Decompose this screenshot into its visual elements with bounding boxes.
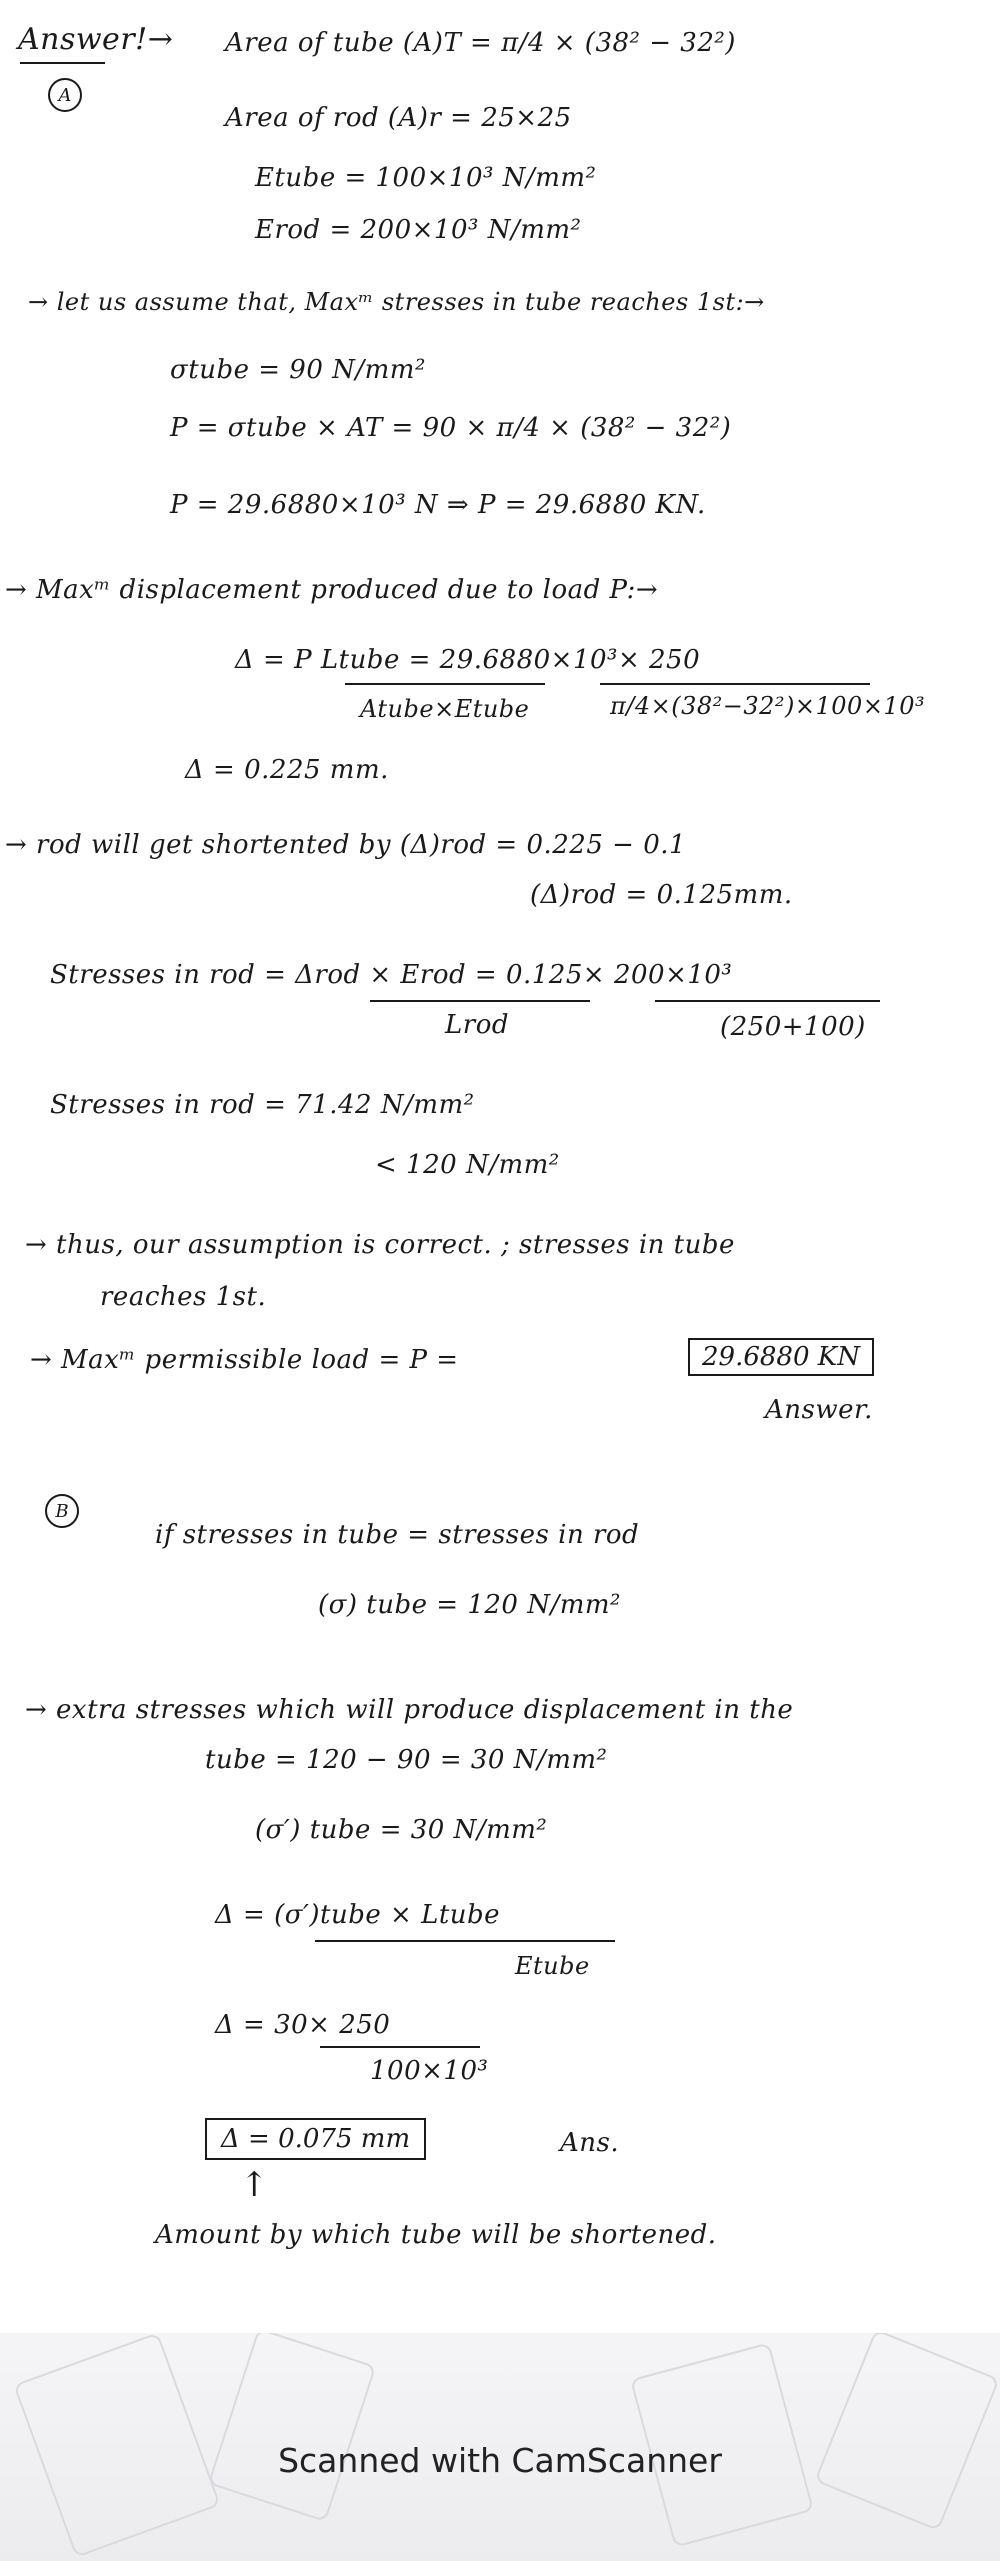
delta-substitution: Δ = 30× 250	[215, 2010, 391, 2040]
rod-stress-bar-left	[370, 1000, 590, 1002]
extra-stress-value: tube = 120 − 90 = 30 N/mm²	[205, 1745, 608, 1775]
answer-underline	[20, 62, 105, 64]
footer-decoration	[208, 2333, 377, 2522]
delta-formula-b: Δ = (σ′)tube × Ltube	[215, 1900, 501, 1930]
rod-stress-denominator-right: (250+100)	[720, 1012, 866, 1042]
fraction-bar-left	[345, 683, 545, 685]
sigma-tube-120: (σ) tube = 120 N/mm²	[318, 1590, 621, 1620]
delta-denominator-left: Atube×Etube	[360, 695, 530, 723]
delta-final-answer: Δ = 0.075 mm	[205, 2118, 426, 2160]
sigma-tube-line: σtube = 90 N/mm²	[170, 355, 426, 385]
delta-substitution-bar	[320, 2046, 480, 2048]
answer-heading: Answer!→	[18, 22, 174, 57]
extra-stress-line: → extra stresses which will produce displacement in the	[25, 1695, 794, 1725]
delta-formula-denominator: Etube	[515, 1952, 590, 1980]
delta-result-line: Δ = 0.225 mm.	[185, 755, 389, 785]
e-tube-line: Etube = 100×10³ N/mm²	[255, 163, 597, 193]
equal-stress-line: if stresses in tube = stresses in rod	[155, 1520, 640, 1550]
max-displacement-line: → Maxᵐ displacement produced due to load P:→	[5, 575, 659, 605]
tube-area-line: Area of tube (A)T = π/4 × (38² − 32²)	[225, 28, 736, 58]
rod-stress-bar-right	[655, 1000, 880, 1002]
shortened-note: Amount by which tube will be shortened.	[155, 2220, 717, 2250]
delta-denominator-right: π/4×(38²−32²)×100×10³	[610, 692, 926, 720]
rod-stress-result: Stresses in rod = 71.42 N/mm²	[50, 1090, 475, 1120]
p-expression-line: P = σtube × AT = 90 × π/4 × (38² − 32²)	[170, 413, 732, 443]
p-value-line: P = 29.6880×10³ N ⇒ P = 29.6880 KN.	[170, 490, 706, 520]
rod-shortened-line: → rod will get shortented by (Δ)rod = 0.225 − 0.1	[5, 830, 687, 860]
conclusion-line-2: reaches 1st.	[100, 1282, 267, 1312]
footer-decoration	[814, 2333, 1000, 2531]
conclusion-line: → thus, our assumption is correct. ; stresses in tube	[25, 1230, 735, 1260]
permissible-load-answer: 29.6880 KN	[688, 1338, 874, 1376]
rod-stress-expression: Stresses in rod = Δrod × Erod = 0.125× 200×10³	[50, 960, 733, 990]
rod-stress-compare: < 120 N/mm²	[375, 1150, 560, 1180]
pointer-arrow: ↑	[240, 2165, 269, 2205]
permissible-load-line: → Maxᵐ permissible load = P =	[30, 1345, 459, 1375]
part-a-label: A	[48, 78, 82, 112]
fraction-bar-right	[600, 683, 870, 685]
assumption-line: → let us assume that, Maxᵐ stresses in tube reaches 1st:→	[28, 288, 765, 316]
ans-tag: Ans.	[560, 2128, 620, 2158]
camscanner-footer	[0, 2333, 1000, 2561]
rod-stress-denominator-left: Lrod	[445, 1010, 509, 1040]
delta-expression-line: Δ = P Ltube = 29.6880×10³× 250	[235, 645, 701, 675]
camscanner-watermark: Scanned with CamScanner	[278, 2441, 722, 2480]
sigma-prime-tube: (σ′) tube = 30 N/mm²	[255, 1815, 548, 1845]
delta-substitution-denominator: 100×10³	[370, 2056, 489, 2086]
delta-formula-bar	[315, 1940, 615, 1942]
rod-area-line: Area of rod (A)r = 25×25	[225, 103, 572, 133]
part-b-label: B	[45, 1494, 79, 1528]
e-rod-line: Erod = 200×10³ N/mm²	[255, 215, 582, 245]
rod-delta-result: (Δ)rod = 0.125mm.	[530, 880, 793, 910]
answer-tag: Answer.	[765, 1395, 873, 1425]
